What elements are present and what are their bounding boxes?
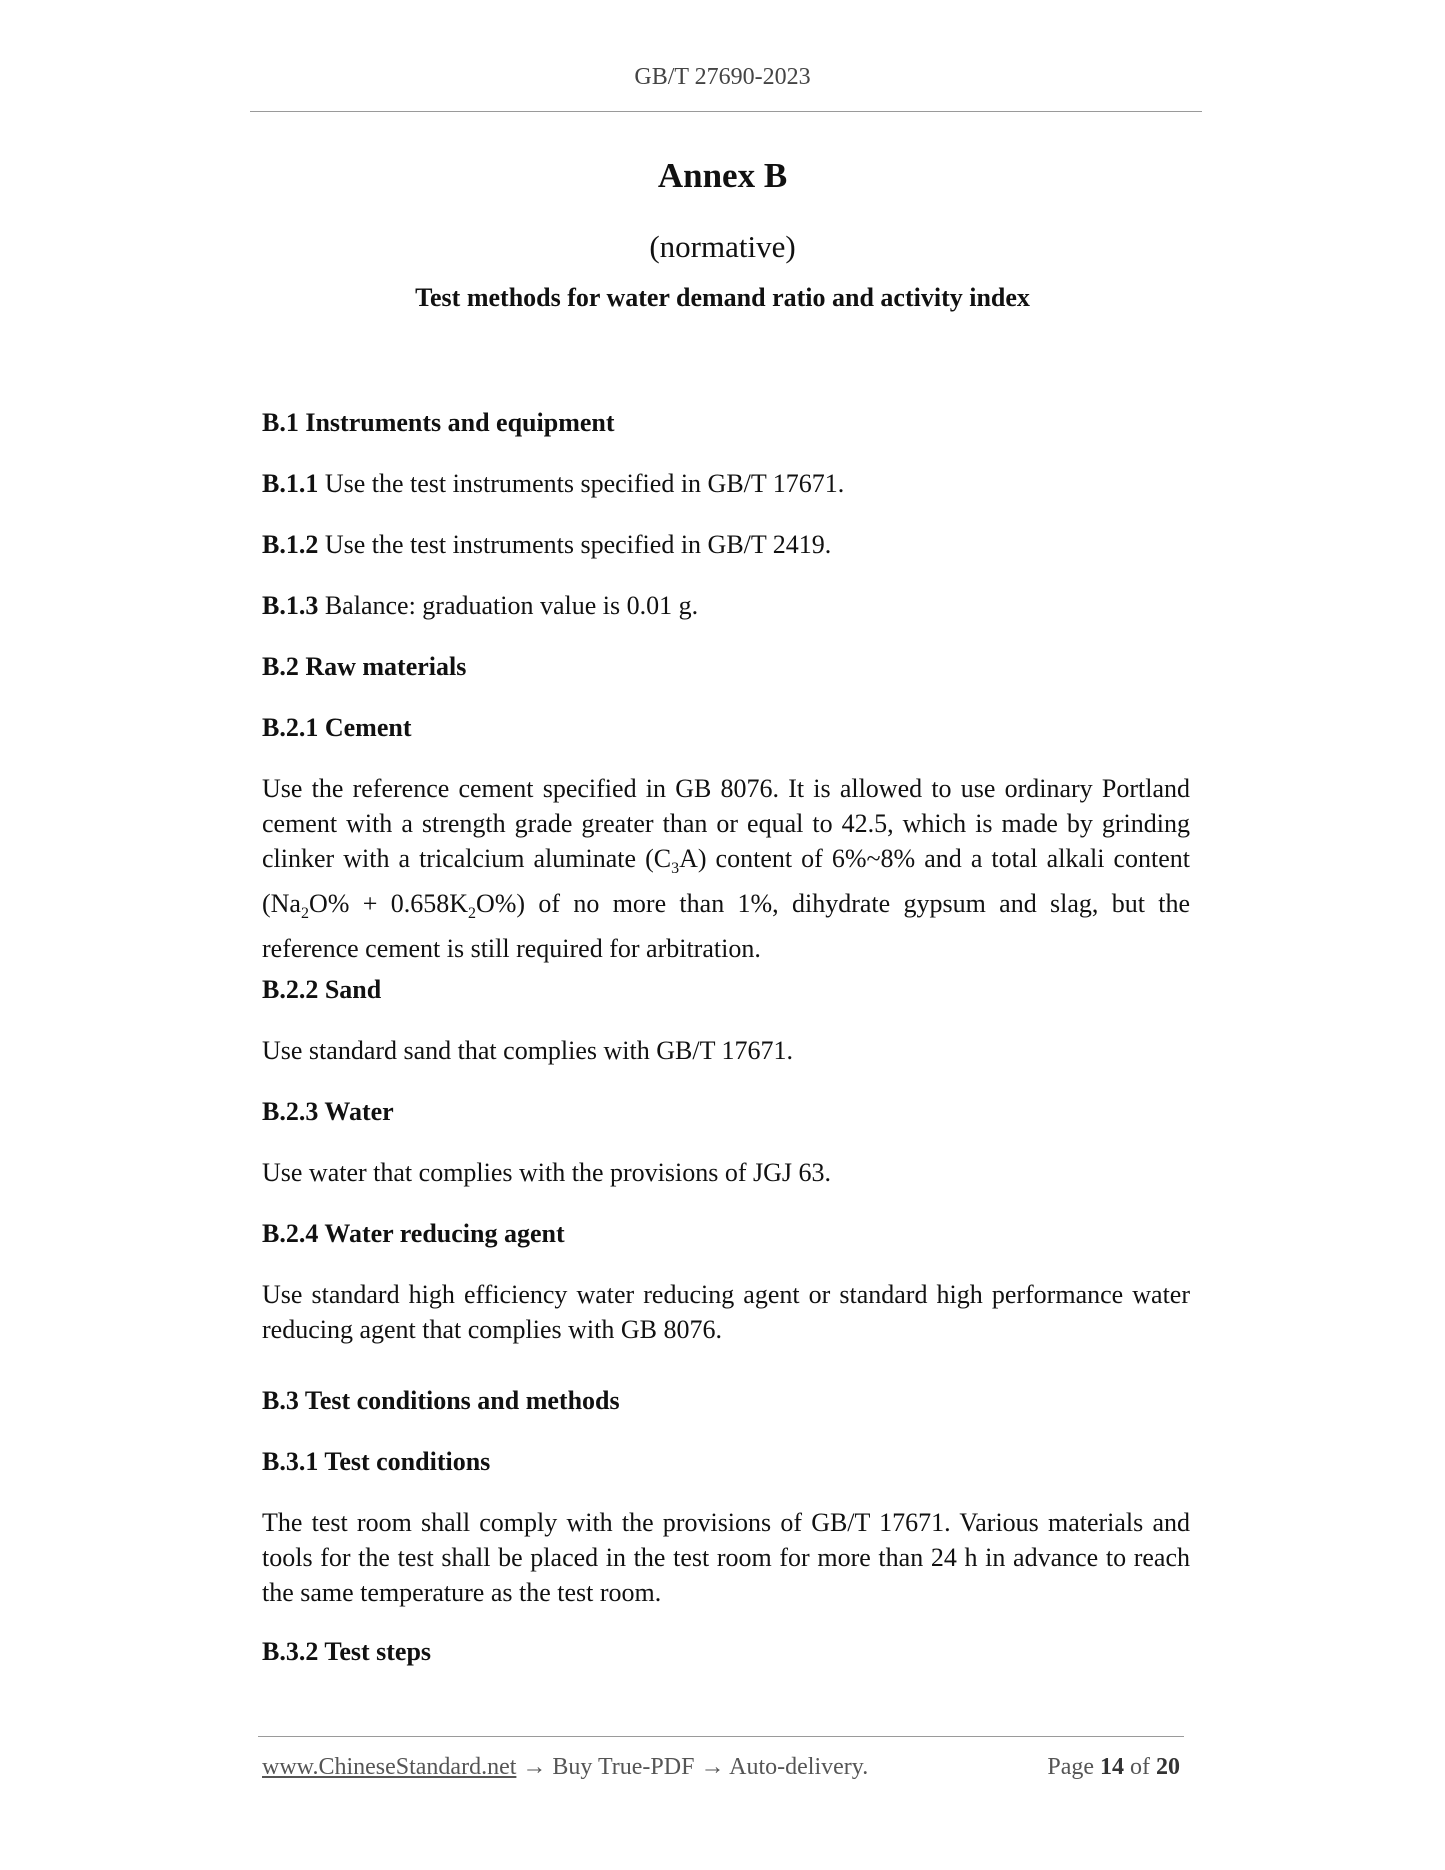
page-indicator: Page 14 of 20 (1047, 1754, 1180, 1780)
section-heading-b2-3: B.2.3 Water (262, 1097, 394, 1126)
paragraph-cement: Use the reference cement specified in GB 8076. It is allowed to use ordinary Portland cement with a strength grade greater than or equal to 42.5, which is made by grinding clinker with a tricalcium aluminate $(C_3A)$ content of 6%~8% and a total alkali content $(Na_2O\% + 0.658K_2O\%)$ of no more than 1%, dihydrate gypsum and slag, but the reference cement is still required for arbitration. (262, 774, 1191, 964)
arrow-icon: → (694, 1754, 730, 1780)
annex-subtitle: Test methods for water demand ratio and activity index (415, 283, 1030, 312)
clause-number: B.1.3 (262, 591, 319, 620)
paragraph-test-conditions: The test room shall comply with the provisions of GB/T 17671. Various materials and tools for the test shall be placed in the test room for more than 24 h in advance to reach the same temperature as the test room. (262, 1508, 1190, 1607)
paragraph-sand: Use standard sand that complies with GB/T 17671. (262, 1036, 794, 1065)
auto-delivery-text: Auto-delivery. (729, 1754, 869, 1780)
section-heading-b3-1: B.3.1 Test conditions (262, 1447, 491, 1476)
section-heading-b2-2: B.2.2 Sand (262, 975, 382, 1004)
clause-b1-2 (262, 527, 1190, 562)
section-heading-b3: B.3 Test conditions and methods (262, 1386, 620, 1415)
section-heading-b3-2: B.3.2 Test steps (262, 1637, 432, 1666)
clause-text: Use the test instruments specified in GB/T 17671. (318, 469, 845, 498)
clause-text: Use the test instruments specified in GB/T 2419. (318, 530, 832, 559)
page-number: 14 (1100, 1754, 1124, 1780)
clause-b1-3 (262, 588, 1190, 623)
annex-type: (normative) (649, 229, 796, 264)
paragraph-water: Use water that complies with the provisions of JGJ 63. (262, 1158, 832, 1187)
section-heading-b2-4: B.2.4 Water reducing agent (262, 1219, 565, 1248)
clause-text: Balance: graduation value is 0.01 g. (318, 591, 699, 620)
section-heading-b1: B.1 Instruments and equipment (262, 408, 615, 437)
document-code-header: GB/T 27690-2023 (634, 64, 811, 90)
section-heading-b2-1: B.2.1 Cement (262, 713, 412, 742)
website-link[interactable]: www.ChineseStandard.net (262, 1754, 517, 1780)
clause-number: B.1.2 (262, 530, 319, 559)
section-heading-b2: B.2 Raw materials (262, 652, 467, 681)
page-footer (262, 1754, 1180, 1781)
clause-number: B.1.1 (262, 469, 319, 498)
paragraph-water-reducing-agent: Use standard high efficiency water reducing agent or standard high performance water reducing agent that complies with GB 8076. (262, 1280, 1190, 1344)
arrow-icon: → (516, 1754, 553, 1780)
footer-divider (258, 1736, 1184, 1737)
clause-b1-1 (262, 466, 1190, 501)
annex-title: Annex B (657, 156, 788, 195)
page-total: 20 (1156, 1754, 1180, 1780)
header-divider (250, 111, 1202, 112)
buy-pdf-text: Buy True-PDF (552, 1754, 695, 1780)
